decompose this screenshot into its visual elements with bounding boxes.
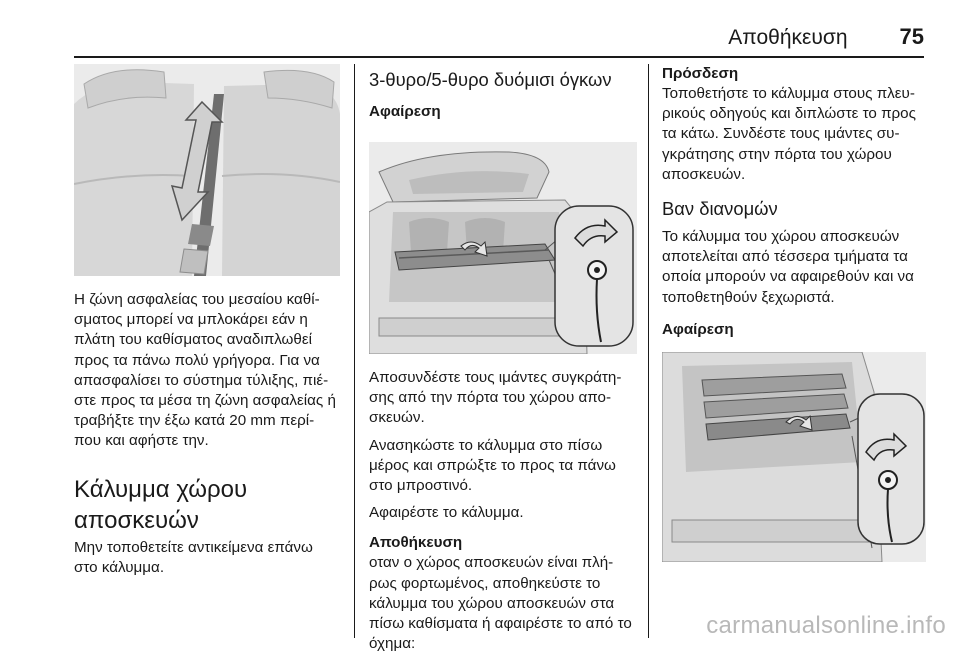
column-divider-1 <box>354 64 355 638</box>
van-cover-illustration <box>662 352 926 562</box>
remove-cover-text: Αφαιρέστε το κάλυμμα. <box>369 504 524 522</box>
column-2 <box>369 64 637 654</box>
removal-subheading: Αφαίρεση <box>369 103 441 120</box>
page-header-title: Αποθήκευση <box>728 26 848 49</box>
attach-text: Τοποθετήστε το κάλυμμα στους πλευ‐ ρικούς οδηγούς και διπλώστε το προς τα κάτω. Συνδέστε τους ιμάντες συ‐ γκράτησης στην πόρτα του χώρου αποσκευών. <box>662 85 916 183</box>
storage-label: Αποθήκευση <box>369 534 463 552</box>
watermark: carmanualsonline.info <box>706 612 946 639</box>
luggage-cover-warning: Μην τοποθετείτε αντικείμενα επάνω στο κάλυμμα. <box>74 538 313 576</box>
lift-cover-text: Ανασηκώστε το κάλυμμα στο πίσω μέρος και σπρώξτε το προς τα πάνω στο μπροστινό. <box>369 436 616 495</box>
attach-label: Πρόσδεση <box>662 65 739 82</box>
seatbelt-text: Η ζώνη ασφαλείας του μεσαίου καθί‐ σματος μπορεί να μπλοκάρει εάν η πλάτη του καθίσματος αναδιπλωθεί προς τα πάνω πολύ γρήγορα. Για να απασφαλίσει το σύστημα τύλιξης, πιέ‐ στε προς τα μέσα τη ζώνη ασφαλείας ή τραβήξτε την έξω κατά 20 mm περί‐ που και αφήστε την. <box>74 291 336 450</box>
hatchback-heading: 3-θυρο/5-θυρο δυόμισι όγκων <box>369 69 612 90</box>
page-header <box>728 24 924 52</box>
column-1 <box>74 64 340 578</box>
van-cover-text: Το κάλυμμα του χώρου αποσκευών αποτελείται από τέσσερα τμήματα τα οποία μπορούν να αφαιρεθούν και να τοποθετηθούν ξεχωριστά. <box>662 228 914 306</box>
section-heading-luggage-cover: Κάλυμμα χώρου αποσκευών <box>74 475 248 534</box>
column-3 <box>662 64 926 562</box>
header-rule <box>74 56 924 58</box>
column-divider-2 <box>648 64 649 638</box>
hatchback-cover-illustration <box>369 142 637 354</box>
storage-text: οταν ο χώρος αποσκευών είναι πλή‐ ρως φορτωμένος, αποθηκεύστε το κάλυμμα του χώρου αποσκευών στα πίσω καθίσματα ή αφαιρέστε το από το όχημα: <box>369 554 632 653</box>
van-removal-subheading: Αφαίρεση <box>662 320 734 338</box>
disconnect-straps-text: Αποσυνδέστε τους ιμάντες συγκράτη‐ σης από την πόρτα του χώρου απο‐ σκευών. <box>369 369 622 427</box>
page-number: 75 <box>899 24 924 49</box>
seatbelt-illustration <box>74 64 340 276</box>
van-heading: Βαν διανομών <box>662 198 778 220</box>
